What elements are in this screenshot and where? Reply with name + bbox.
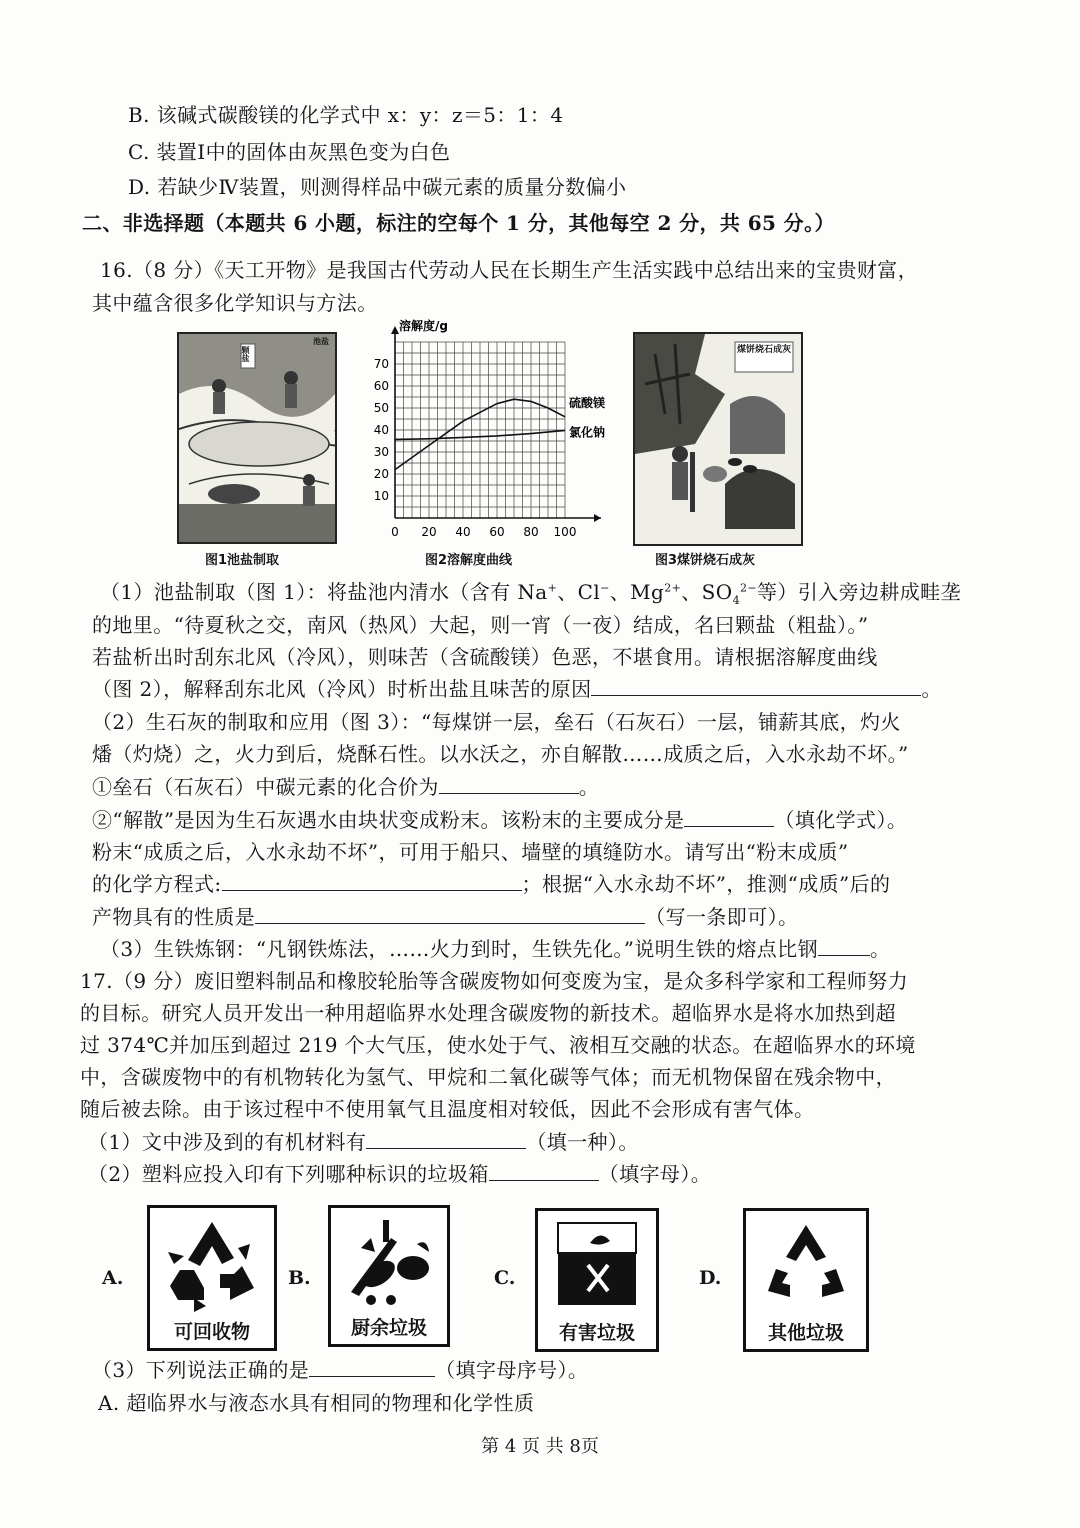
q17-line3: 过 374℃并加压到超过 219 个大气压，使水处于气、液相互交融的状态。在超临界水的环境 (80, 1033, 916, 1057)
y-tick-label: 30 (373, 445, 389, 459)
y-tick-label: 50 (373, 401, 389, 415)
bin-a-letter: A. (102, 1267, 124, 1289)
q16-intro-line1: 16.（8 分）《天工开物》是我国古代劳动人民在长期生产生活实践中总结出来的宝贵财富， (100, 258, 919, 282)
q16-p2-question4: 产物具有的性质是 （写一条即可）。 (92, 905, 799, 929)
kitchen-waste-icon (331, 1208, 447, 1312)
q16-p1-line1: （1）池盐制取（图 1）：将盐池内清水（含有 Na+、Cl−、$Mg^{2+}$、$SO_4^{2-}$等）引入旁边耕成畦垄 (100, 580, 961, 607)
y-tick-label: 20 (373, 467, 389, 481)
q17-question1: （1）文中涉及到的有机材料有 （填一种）。 (88, 1130, 639, 1154)
x-tick-label: 100 (553, 525, 577, 539)
answer-blank-q16-3[interactable] (818, 937, 870, 956)
q17-line2: 的目标。研究人员开发出一种用超临界水处理含碳废物的新技术。超临界水是将水加热到超 (80, 1001, 896, 1025)
q17-line5: 随后被去除。由于该过程中不使用氧气且温度相对较低，因此不会形成有害气体。 (80, 1097, 815, 1121)
answer-blank-q17-3[interactable] (309, 1358, 435, 1377)
q17-question3: （3）下列说法正确的是 （填字母序号）。 (92, 1358, 589, 1382)
bin-d-letter: D. (699, 1267, 722, 1289)
bin-a-recyclable (147, 1205, 277, 1351)
series-label: 氯化钠 (569, 425, 606, 440)
q16-p1-line2: 的地里。“待夏秋之交，南风（热风）大起，则一宵（一夜）结成，名曰颗盐（粗盐）。” (92, 613, 869, 637)
y-axis-label: 溶解度/g (399, 319, 448, 333)
answer-blank-q16-2-3[interactable] (222, 872, 522, 891)
q16-p2-question3: 的化学方程式: ；根据“入水永劫不坏”，推测“成质”后的 (92, 872, 891, 896)
q16-p2-question2: ②“解散”是因为生石灰遇水由块状变成粉末。该粉末的主要成分是 （填化学式）。 (92, 808, 908, 832)
fig1-caption: 图1池盐制取 (205, 553, 280, 568)
answer-blank-q17-1[interactable] (366, 1130, 526, 1149)
recycle-icon (150, 1208, 274, 1318)
q17-line4: 中，含碳废物中的有机物转化为氢气、甲烷和二氧化碳等气体；而无机物保留在残余物中， (80, 1065, 896, 1089)
other-waste-icon (746, 1211, 866, 1319)
q16-p1-line3: 若盐析出时刮东北风（冷风），则味苦（含硫酸镁）色恶，不堪食用。请根据溶解度曲线 (92, 645, 878, 669)
fig1-label-b: 池盐 (313, 336, 329, 346)
x-tick-label: 0 (391, 525, 399, 539)
figure-3-lime-kiln-illustration (633, 332, 803, 546)
bin-c-letter: C. (494, 1267, 516, 1289)
section-title: 二、非选择题（本题共 6 小题，标注的空每个 1 分，其他每空 2 分，共 65 分。） (82, 211, 835, 235)
y-tick-label: 10 (373, 489, 389, 503)
answer-blank-q16-2-1[interactable] (439, 775, 579, 794)
answer-blank-q16-2-4[interactable] (255, 905, 645, 924)
x-tick-label: 40 (455, 525, 471, 539)
y-tick-label: 40 (373, 423, 389, 437)
series-label: 硫酸镁 (569, 395, 606, 410)
answer-blank-q16-2-2[interactable] (684, 808, 774, 827)
hazardous-icon (538, 1211, 656, 1319)
bin-c-label: 有害垃圾 (558, 1322, 635, 1344)
option-b: B. 该碱式碳酸镁的化学式中 x：y：z＝5：1：4 (128, 103, 564, 127)
fig3-caption: 图3煤饼烧石成灰 (655, 553, 756, 568)
x-tick-label: 20 (421, 525, 437, 539)
solubility-chart (365, 318, 615, 546)
option-d: D. 若缺少Ⅳ装置，则测得样品中碳元素的质量分数偏小 (128, 175, 627, 199)
fig1-label-a: 颗盐 (241, 346, 251, 362)
y-axis-arrow (391, 326, 399, 334)
bin-d-label: 其他垃圾 (767, 1322, 844, 1344)
bin-b-letter: B. (288, 1267, 311, 1289)
q16-p3: （3）生铁炼钢：“凡钢铁炼法，……火力到时，生铁先化。”说明生铁的熔点比钢 。 (100, 937, 891, 961)
x-tick-label: 80 (523, 525, 539, 539)
y-tick-label: 70 (373, 357, 389, 371)
q17-option-a: A. 超临界水与液态水具有相同的物理和化学性质 (98, 1391, 535, 1415)
q17-question2: （2）塑料应投入印有下列哪种标识的垃圾箱 （填字母）。 (88, 1162, 712, 1186)
figure-1-salt-pond-illustration (177, 332, 337, 544)
page-footer: 第 4 页 共 8页 (481, 1436, 599, 1457)
q17-line1: 17.（9 分）废旧塑料制品和橡胶轮胎等含碳废物如何变废为宝，是众多科学家和工程师努力 (80, 969, 909, 993)
q16-intro-line2: 其中蕴含很多化学知识与方法。 (92, 291, 378, 315)
fig3-label: 煤饼烧石成灰 (737, 345, 792, 355)
answer-blank-q17-2[interactable] (489, 1162, 599, 1181)
q16-p2-line5: 粉末“成质之后，入水永劫不坏”，可用于船只、墙壁的填缝防水。请写出“粉末成质” (92, 840, 849, 864)
q16-p2-question1: ①垒石（石灰石）中碳元素的化合价为 。 (92, 775, 600, 799)
answer-blank-q16-1[interactable] (591, 677, 921, 696)
y-tick-label: 60 (373, 379, 389, 393)
q16-p2-line2: 燔（灼烧）之，火力到后，烧酥石性。以水沃之，亦自解散……成质之后，入水永劫不坏。” (92, 742, 909, 766)
bin-b-label: 厨余垃圾 (350, 1317, 427, 1339)
bin-b-kitchen-waste (328, 1205, 450, 1347)
bin-c-hazardous (535, 1208, 659, 1352)
bin-a-label: 可回收物 (173, 1321, 250, 1343)
q16-p1-line4: （图 2），解释刮东北风（冷风）时析出盐且味苦的原因 。 (92, 677, 942, 701)
solubility-chart-svg (365, 318, 615, 546)
x-axis-arrow (594, 514, 601, 522)
option-c: C. 装置Ⅰ中的固体由灰黑色变为白色 (128, 140, 451, 164)
bin-d-other-waste (743, 1208, 869, 1352)
q16-p2-line1: （2）生石灰的制取和应用（图 3）：“每煤饼一层，垒石（石灰石）一层，铺薪其底，灼火 (92, 710, 901, 734)
fig2-caption: 图2溶解度曲线 (425, 553, 513, 568)
x-tick-label: 60 (489, 525, 505, 539)
